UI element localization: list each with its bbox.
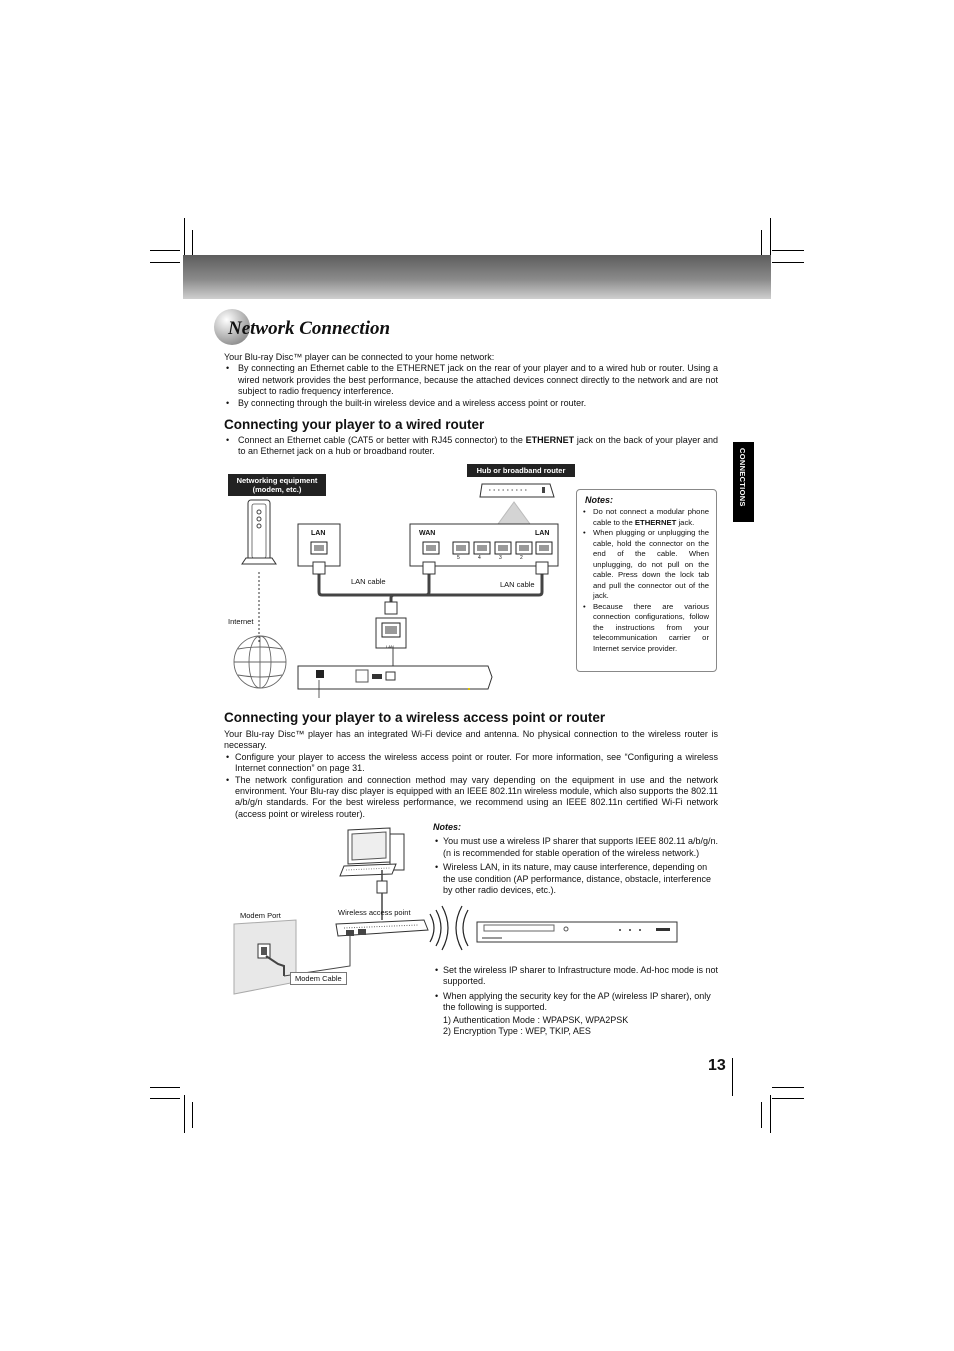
crop-mark: [761, 230, 762, 256]
crop-mark: [192, 1102, 193, 1128]
blu-ray-player: [298, 666, 492, 690]
wireless-text: [224, 729, 718, 820]
intro-bullet: • By connecting an Ethernet cable to the ETHERNET jack on the rear of your player and to a wired hub or router. Using a wired network provides the best performance, because the attached devices connect directly to the network and are not subject to radio frequency interference.: [224, 363, 718, 397]
wireless-bullet: • The network configuration and connection method may vary depending on the equipment in use and the network environment. Your Blu-ray disc player is equipped with an IEEE 802.11n wireless module, which also supports the 802.11 a/b/g/n standards. For the best wireless performance, we recommend using an IEEE 802.11n certified Wi-Fi network (access point or wireless router).: [224, 775, 718, 821]
wireless-signal-icon: [430, 906, 468, 950]
intro: [224, 352, 718, 409]
wireless-more: [433, 965, 718, 1037]
port-number: 4: [478, 555, 481, 561]
crop-mark: [761, 1102, 762, 1128]
note-bold: ETHERNET: [634, 517, 677, 527]
crop-mark: [150, 250, 180, 251]
note-item: • Because there are various connection configurations, follow the instructions from your telecommunication carrier or Internet service provider.: [581, 602, 709, 655]
port-number: 3: [499, 555, 502, 561]
note-item: • You must use a wireless IP sharer that supports IEEE 802.11 a/b/g/n. (n is recommended for stable operation of the wireless network.): [433, 836, 718, 859]
intro-lead: Your Blu-ray Disc™ player can be connected to your home network:: [224, 352, 495, 362]
lan-label-modem: LAN: [311, 530, 326, 537]
crop-mark: [772, 1087, 804, 1088]
lan-cable-label: LAN cable: [351, 577, 386, 586]
note-text: Do not connect a modular phone cable to the: [593, 507, 709, 527]
wired-bullet-post: jack on the back of your player and to an Ethernet jack on a hub or broadband router.: [238, 435, 718, 457]
globe-icon: [234, 636, 286, 688]
wired-bullet: [224, 435, 718, 458]
wireless-lead: Your Blu-ray Disc™ player has an integrated Wi-Fi device and antenna. No physical connection to the wireless router is necessary.: [224, 729, 718, 751]
blu-ray-player: [477, 922, 677, 942]
lan-small-label: LAN: [386, 644, 394, 649]
crop-mark: [150, 1098, 180, 1099]
modem-cable-label: [290, 972, 347, 985]
port-number: 5: [457, 555, 460, 561]
encryption-type: 2) Encryption Type : WEP, TKIP, AES: [443, 1026, 591, 1037]
wireless-more-bullet: • Set the wireless IP sharer to Infrastructure mode. Ad-hoc mode is not supported.: [433, 965, 718, 988]
intro-bullet: • By connecting through the built-in wireless device and a wireless access point or router.: [224, 398, 718, 409]
port-number: 2: [520, 555, 523, 561]
wired-bullet-bold: ETHERNET: [525, 435, 575, 445]
notes-title: Notes:: [585, 495, 614, 505]
access-point-label: Wireless access point: [338, 908, 411, 917]
router-device: [480, 484, 554, 524]
wired-bullet-pre: Connect an Ethernet cable (CAT5 or better with RJ45 connector) to the: [238, 435, 526, 445]
page-number: 13: [708, 1057, 726, 1074]
section-tab-label: CONNECTIONS: [738, 448, 747, 507]
lan-label-router: LAN: [535, 530, 550, 537]
wireless-notes: [433, 822, 718, 896]
wired-notes: [576, 489, 717, 672]
crop-mark: [192, 230, 193, 256]
crop-mark: [772, 250, 804, 251]
computer-icon: [340, 828, 404, 920]
modem-port-label: Modem Port: [240, 911, 281, 920]
crop-mark: [150, 1087, 180, 1088]
note-item: [581, 507, 709, 528]
note-text: jack.: [676, 517, 695, 527]
wireless-more-bullet: • When applying the security key for the AP (wireless IP sharer), only the following is supported.: [433, 991, 718, 1014]
note-item: • When plugging or unplugging the cable, hold the connector on the end of the cable. When unplugging, do not pull on the cable. Press down the lock tab and pull the connector out of the jack.: [581, 528, 709, 602]
router-label: Hub or broadband router: [467, 464, 575, 477]
wireless-heading: Connecting your player to a wireless access point or router: [224, 710, 606, 725]
lan-cable-label: LAN cable: [500, 580, 535, 589]
notes-list: [581, 507, 709, 654]
crop-mark: [772, 262, 804, 263]
crop-mark: [770, 1095, 771, 1133]
auth-mode: 1) Authentication Mode : WPAPSK, WPA2PSK: [443, 1014, 629, 1025]
crop-mark: [184, 1095, 185, 1133]
page-number-rule: [732, 1058, 733, 1096]
wired-heading: Connecting your player to a wired router: [224, 417, 485, 432]
section-tab: [733, 442, 754, 522]
crop-mark: [150, 262, 180, 263]
modem-device: [242, 500, 276, 564]
modem-cable-text: Modem Cable: [295, 974, 342, 983]
page-title: Network Connection: [228, 318, 391, 339]
crop-mark: [770, 218, 771, 256]
header-bar: [183, 255, 771, 299]
internet-label: Internet: [228, 617, 254, 626]
access-point-device: [336, 920, 428, 936]
notes-title: Notes:: [433, 822, 462, 832]
crop-mark: [184, 218, 185, 256]
note-item: • Wireless LAN, in its nature, may cause interference, depending on the use condition (AP performance, distance, obstacle, interference by other radio devices, etc.).: [433, 862, 718, 896]
crop-mark: [772, 1098, 804, 1099]
modem-label: Networking equipment (modem, etc.): [228, 474, 326, 496]
wan-label: WAN: [419, 530, 436, 537]
wireless-bullet: • Configure your player to access the wireless access point or router. For more information, see “Configuring a wireless Internet connection” on page 31.: [224, 752, 718, 775]
ethernet-port: [311, 542, 327, 554]
